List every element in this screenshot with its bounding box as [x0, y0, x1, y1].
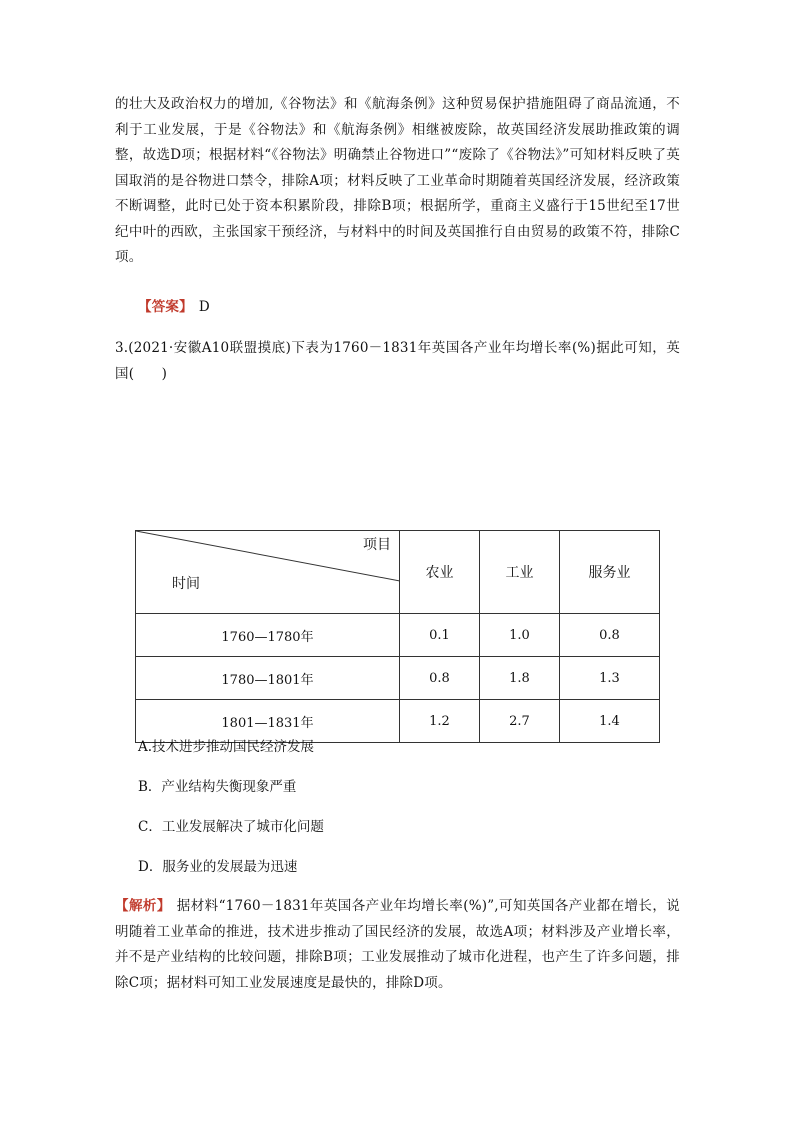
- question-stem: 3.(2021·安徽A10联盟摸底)下表为1760－1831年英国各产业年均增长率(%)据此可知，英国( ): [115, 340, 680, 382]
- analysis-text: 据材料“1760－1831年英国各产业年均增长率(%)”,可知英国各产业都在增长，说明随着工业革命的推进，技术进步推动了国民经济的发展，故选A项；材料涉及产业增长率，并不是产业结构的比较问题，排除B项；工业发展推动了城市化进程，也产生了许多问题，排除C项；据材料可知工业发展速度是最快的，排除D项。: [115, 898, 680, 991]
- growth-rate-table: [135, 530, 660, 743]
- cell-value: 2.7: [480, 700, 560, 743]
- analysis-continuation: 的壮大及政治权力的增加,《谷物法》和《航海条例》这种贸易保护措施阻碍了商品流通，不利于工业发展，于是《谷物法》和《航海条例》相继被废除，故英国经济发展助推政策的调整，故选D项；根据材料“《谷物法》明确禁止谷物进口”“废除了《谷物法》”可知材料反映了英国取消的是谷物进口禁令，排除A项；材料反映了工业革命时期随着英国经济发展，经济政策不断调整，此时已处于资本积累阶段，排除B项；根据所学，重商主义盛行于15世纪至17世纪中叶的西欧，主张国家干预经济，与材料中的时间及英国推行自由贸易的政策不符，排除C项。: [115, 96, 680, 265]
- corner-bottom-label: 时间: [172, 576, 200, 592]
- row-period: 1780—1801年: [136, 657, 400, 700]
- table-row: [136, 657, 660, 700]
- option-c: C．工业发展解决了城市化问题: [138, 819, 324, 835]
- cell-value: 1.0: [480, 614, 560, 657]
- col-header-service: 服务业: [560, 531, 660, 614]
- diagonal-line: [136, 531, 400, 611]
- option-b: B．产业结构失衡现象严重: [138, 779, 297, 795]
- cell-value: 0.8: [400, 657, 480, 700]
- col-header-agriculture: 农业: [400, 531, 480, 614]
- answer-line: [138, 295, 703, 321]
- answer-label: 【答案】: [138, 299, 193, 315]
- col-header-industry: 工业: [480, 531, 560, 614]
- cell-value: 1.2: [400, 700, 480, 743]
- cell-value: 1.8: [480, 657, 560, 700]
- analysis-paragraph: [115, 894, 680, 996]
- row-period: 1801—1831年: [136, 700, 400, 743]
- table-row: [136, 614, 660, 657]
- table-header-row: [136, 531, 660, 614]
- cell-value: 1.4: [560, 700, 660, 743]
- corner-top-label: 项目: [363, 537, 391, 553]
- analysis-label: 【解析】: [115, 898, 171, 914]
- cell-value: 1.3: [560, 657, 660, 700]
- cell-value: 0.1: [400, 614, 480, 657]
- answer-value: D: [198, 299, 210, 315]
- cell-value: 0.8: [560, 614, 660, 657]
- option-d: D．服务业的发展最为迅速: [138, 859, 298, 875]
- options-list: [138, 734, 324, 894]
- table-corner-cell: [136, 531, 400, 614]
- option-a: A.技术进步推动国民经济发展: [138, 739, 315, 755]
- row-period: 1760—1780年: [136, 614, 400, 657]
